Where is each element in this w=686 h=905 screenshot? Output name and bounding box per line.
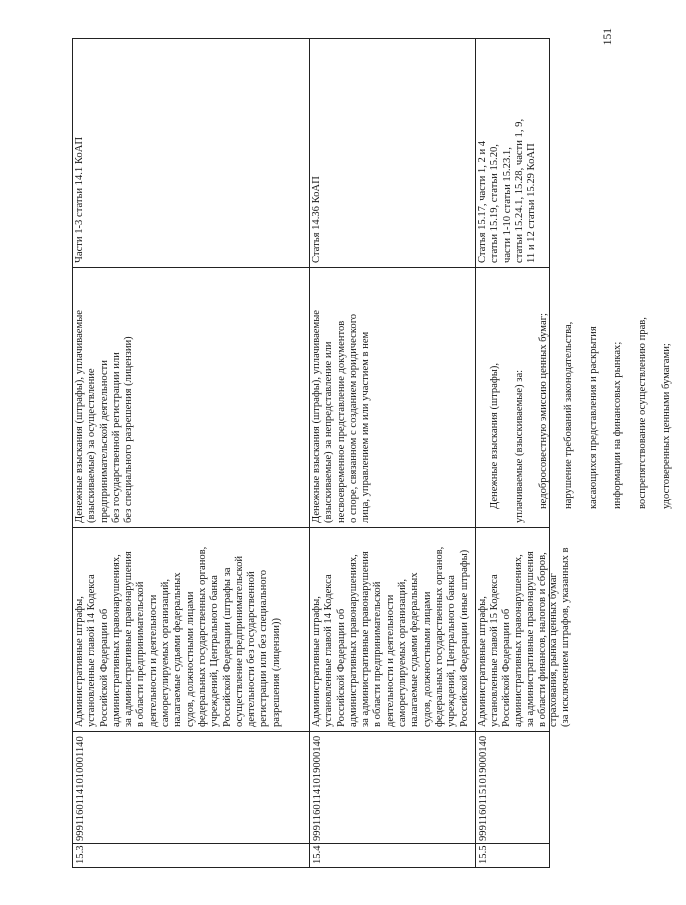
legal-article: Статья 15.17, части 1, 2 и 4 статьи 15.19, статьи 15.20, части 1-10 статьи 15.23.1, статьи 15.24.1, 15.28, части 1, 9, 11 и 12 статьи 15.29 КоАП (477, 118, 538, 263)
budget-code: 99911601151019000140 (478, 735, 489, 841)
budget-code: 99911601141010001140 (75, 736, 86, 841)
fine-name: Административные штрафы, установленные главой 14 Кодекса Российской Федерации об административных правонарушениях, за административные правонарушения в области предпринимательской деятельности и деятельности саморегулируемых организаций, налагаемые судьями федеральных судов, должностными лицами федеральных государственных органов, учреждений, Центрального банка Российской Федерации (иные штрафы) (311, 546, 470, 727)
description-line: воспрепятствование осуществлению прав, (636, 317, 648, 509)
fine-description: Денежные взыскания (штрафы), уплачиваемые (взыскиваемые) за непредставление или несвоевременное представление документов о споре, связанном с созданием юридического лица, управлением им или участием в нем (311, 309, 372, 523)
fine-name: Административные штрафы, установленные главой 15 Кодекса Российской Федерации об административных правонарушениях, за административные правонарушения в области финансов, налогов и сборов, страхования, рынка ценных бумаг (за исключением штрафов, указанных в (477, 547, 572, 727)
fine-name: Административные штрафы, установленные главой 14 Кодекса Российской Федерации об административных правонарушениях, за административные правонарушения в области предпринимательской деятельности и деятельности саморегулируемых организаций, налагаемые судьями федеральных судов, должностными лицами федеральных государственных органов, учреждений, Центрального банка Российской Федерации (штрафы за осуществление предпринимательской деятельности без государственной регистрации или без специального разрешения (лицензии)) (74, 546, 282, 727)
page-number: 151 (602, 28, 614, 46)
fine-description: Денежные взыскания (штрафы), уплачиваемые (взыскиваемые) за осуществление предпринимательской деятельности без государственной регистрации или без специального разрешения (лицензии) (74, 309, 135, 523)
description-line: уплачиваемые (взыскиваемые) за: (513, 369, 525, 523)
description-line: касающихся представления и раскрытия (587, 326, 599, 509)
row-number: 15.3 (75, 845, 86, 864)
legal-article: Статья 14.36 КоАП (311, 176, 322, 263)
rotated-table (72, 38, 673, 868)
row-number: 15.5 (478, 845, 489, 864)
description-line: Денежные взыскания (штрафы), (489, 362, 501, 509)
legal-article: Части 1-3 статьи 14.1 КоАП (74, 137, 85, 263)
budget-code: 99911601141019000140 (312, 735, 323, 841)
description-line: информации на финансовых рынках; (612, 341, 624, 509)
row-number: 15.4 (312, 845, 323, 864)
description-line: удостоверенных ценными бумагами; (661, 343, 673, 509)
description-line: недобросовестную эмиссию ценных бумаг; (538, 313, 550, 509)
fine-description (475, 268, 673, 528)
description-line: нарушение требований законодательства, (563, 321, 575, 509)
